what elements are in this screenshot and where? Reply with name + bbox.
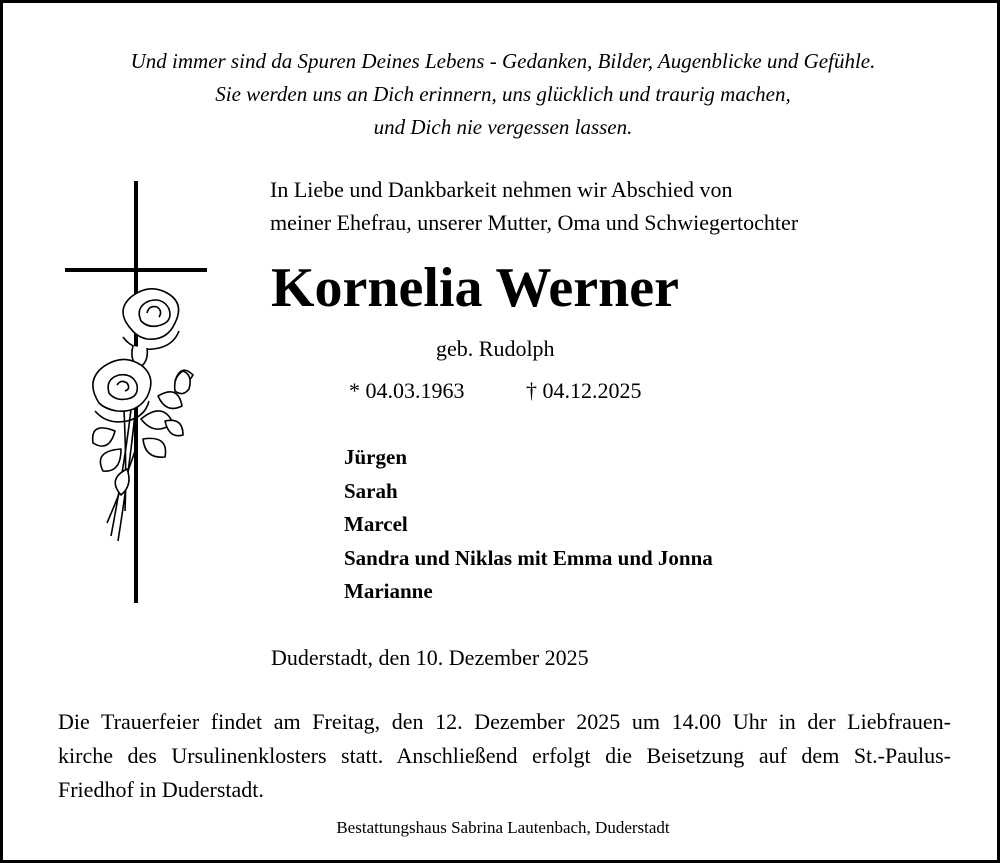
- birth-date: * 04.03.1963: [349, 378, 465, 403]
- service-line: kirche des Ursulinenklosters statt. Anschließend erfolgt die Beisetzung auf dem St.-Paulus-: [58, 743, 951, 768]
- funeral-home: Bestattungshaus Sabrina Lautenbach, Duderstadt: [336, 818, 670, 837]
- service-details: [58, 705, 951, 807]
- death-date: † 04.12.2025: [526, 378, 642, 403]
- mourner-name: Jürgen: [344, 445, 407, 469]
- deceased-name: Kornelia Werner: [271, 257, 679, 319]
- service-line: Die Trauerfeier findet am Freitag, den 12. Dezember 2025 um 14.00 Uhr in der Liebfrauen-: [58, 709, 951, 734]
- intro-text: [270, 173, 798, 239]
- mourners-list: [344, 441, 713, 609]
- poem-line: Und immer sind da Spuren Deines Lebens - Gedanken, Bilder, Augenblicke und Gefühle.: [130, 49, 876, 73]
- service-line: Friedhof in Duderstadt.: [58, 777, 264, 802]
- mourner-name: Marcel: [344, 512, 408, 536]
- mourner-name: Marianne: [344, 579, 433, 603]
- maiden-name: geb. Rudolph: [436, 336, 555, 361]
- memorial-poem: [3, 45, 1000, 144]
- cross-with-roses-icon: [63, 181, 213, 606]
- intro-line: In Liebe und Dankbarkeit nehmen wir Abschied von: [270, 177, 733, 202]
- poem-line: Sie werden uns an Dich erinnern, uns glücklich und traurig machen,: [215, 82, 791, 106]
- intro-line: meiner Ehefrau, unserer Mutter, Oma und Schwiegertochter: [270, 210, 799, 235]
- poem-line: und Dich nie vergessen lassen.: [373, 115, 633, 139]
- mourner-name: Sarah: [344, 478, 398, 503]
- place-and-date: Duderstadt, den 10. Dezember 2025: [271, 645, 589, 670]
- rose-bouquet-icon: [93, 289, 193, 541]
- mourner-name: Sandra und Niklas mit Emma und Jonna: [344, 545, 713, 570]
